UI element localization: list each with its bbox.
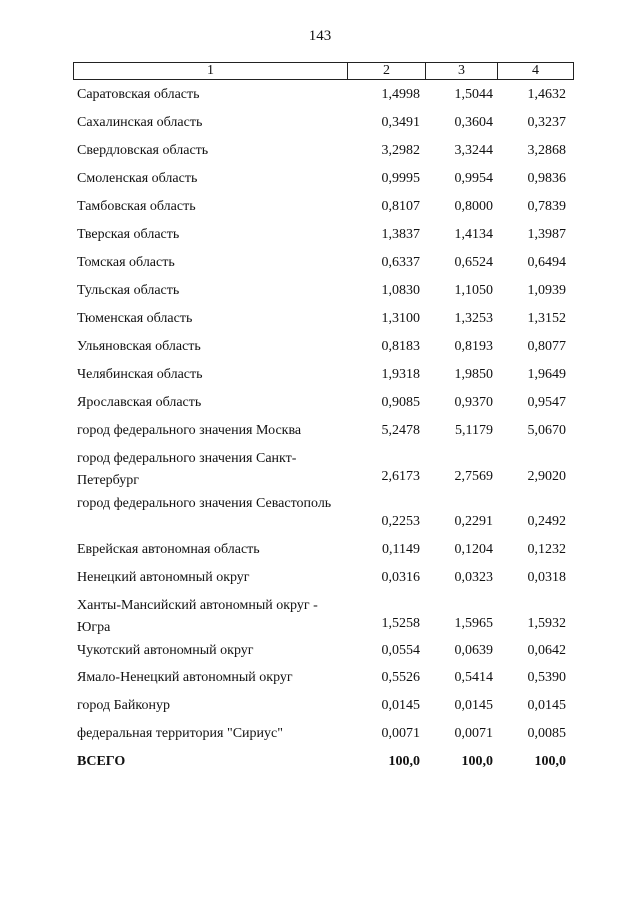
region-name: Свердловская область [77, 143, 209, 158]
value-col2: 1,3837 [381, 227, 420, 242]
column-header-2: 2 [348, 63, 426, 80]
value-col3: 0,3604 [454, 115, 493, 130]
value-col4: 0,7839 [527, 199, 566, 214]
region-name: Ульяновская область [77, 339, 201, 354]
value-col4: 0,0085 [527, 726, 566, 741]
region-name: Еврейская автономная область [77, 542, 260, 557]
value-col4: 1,5932 [527, 616, 566, 631]
total-col2: 100,0 [388, 754, 420, 769]
region-name: город Байконур [77, 698, 170, 713]
value-col3: 1,5044 [454, 87, 493, 102]
value-col3: 3,3244 [454, 143, 493, 158]
value-col2: 0,9995 [381, 171, 420, 186]
region-name: Тамбовская область [77, 199, 196, 214]
region-name: Саратовская область [77, 87, 200, 102]
value-col3: 1,5965 [454, 616, 493, 631]
value-col3: 0,0323 [454, 570, 493, 585]
value-col3: 2,7569 [454, 469, 493, 484]
region-name: Смоленская область [77, 171, 198, 186]
value-col3: 1,3253 [454, 311, 493, 326]
value-col2: 1,5258 [381, 616, 420, 631]
value-col3: 0,0145 [454, 698, 493, 713]
value-col4: 0,3237 [527, 115, 566, 130]
region-name: Тверская область [77, 227, 180, 242]
region-name: Ямало-Ненецкий автономный округ [77, 670, 293, 685]
value-col2: 0,1149 [382, 542, 420, 557]
value-col4: 1,3152 [527, 311, 566, 326]
value-col4: 0,5390 [527, 670, 566, 685]
value-col2: 0,2253 [381, 514, 420, 529]
value-col2: 0,0145 [381, 698, 420, 713]
value-col4: 0,0642 [527, 643, 566, 658]
total-col4: 100,0 [534, 754, 566, 769]
value-col2: 5,2478 [381, 423, 420, 438]
region-name: Ненецкий автономный округ [77, 570, 250, 585]
value-col4: 0,9547 [527, 395, 566, 410]
value-col3: 1,1050 [454, 283, 493, 298]
value-col2: 1,9318 [381, 367, 420, 382]
region-name: Чукотский автономный округ [77, 643, 254, 658]
total-label: ВСЕГО [77, 754, 126, 769]
region-name: город федерального значения Севастополь [77, 496, 332, 511]
value-col4: 3,2868 [527, 143, 566, 158]
value-col2: 0,3491 [381, 115, 420, 130]
region-name: Тюменская область [77, 311, 193, 326]
region-name: федеральная территория "Сириус" [77, 726, 283, 741]
value-col2: 1,0830 [381, 283, 420, 298]
value-col3: 0,0071 [454, 726, 493, 741]
value-col3: 5,1179 [455, 423, 493, 438]
region-name: город федерального значения Москва [77, 423, 302, 438]
value-col2: 0,6337 [381, 255, 420, 270]
value-col3: 1,4134 [454, 227, 493, 242]
value-col4: 2,9020 [527, 469, 566, 484]
region-name: Сахалинская область [77, 115, 203, 130]
column-header-4: 4 [498, 63, 574, 80]
value-col2: 0,9085 [381, 395, 420, 410]
value-col4: 0,6494 [527, 255, 566, 270]
value-col2: 0,0554 [381, 643, 420, 658]
value-col4: 0,2492 [527, 514, 566, 529]
region-name: город федерального значения Санкт-Петербург [77, 451, 297, 488]
value-col2: 0,0316 [381, 570, 420, 585]
value-col3: 0,9370 [454, 395, 493, 410]
value-col2: 3,2982 [381, 143, 420, 158]
page-number: 143 [308, 28, 332, 44]
value-col2: 0,5526 [381, 670, 420, 685]
value-col4: 1,4632 [527, 87, 566, 102]
total-col3: 100,0 [461, 754, 493, 769]
value-col2: 2,6173 [381, 469, 420, 484]
value-col4: 1,3987 [527, 227, 566, 242]
region-name: Челябинская область [77, 367, 203, 382]
value-col2: 0,8183 [381, 339, 420, 354]
value-col4: 0,0145 [527, 698, 566, 713]
region-name: Томская область [77, 255, 175, 270]
value-col3: 0,6524 [454, 255, 493, 270]
value-col2: 0,8107 [381, 199, 420, 214]
value-col3: 0,9954 [454, 171, 493, 186]
value-col3: 0,8193 [454, 339, 493, 354]
value-col4: 0,1232 [527, 542, 566, 557]
value-col4: 5,0670 [527, 423, 566, 438]
value-col4: 0,8077 [527, 339, 566, 354]
column-header-3: 3 [426, 63, 498, 80]
value-col2: 1,4998 [381, 87, 420, 102]
value-col4: 1,0939 [527, 283, 566, 298]
value-col3: 0,5414 [454, 670, 493, 685]
value-col3: 1,9850 [454, 367, 493, 382]
value-col3: 0,0639 [454, 643, 493, 658]
value-col2: 0,0071 [381, 726, 420, 741]
value-col4: 1,9649 [527, 367, 566, 382]
value-col3: 0,8000 [454, 199, 493, 214]
value-col4: 0,0318 [527, 570, 566, 585]
region-name: Ханты-Мансийский автономный округ - Югра [77, 598, 318, 635]
column-header-1: 1 [74, 63, 348, 80]
region-name: Ярославская область [77, 395, 202, 410]
region-name: Тульская область [77, 283, 180, 298]
value-col2: 1,3100 [381, 311, 420, 326]
value-col3: 0,2291 [454, 514, 493, 529]
value-col4: 0,9836 [527, 171, 566, 186]
value-col3: 0,1204 [454, 542, 493, 557]
